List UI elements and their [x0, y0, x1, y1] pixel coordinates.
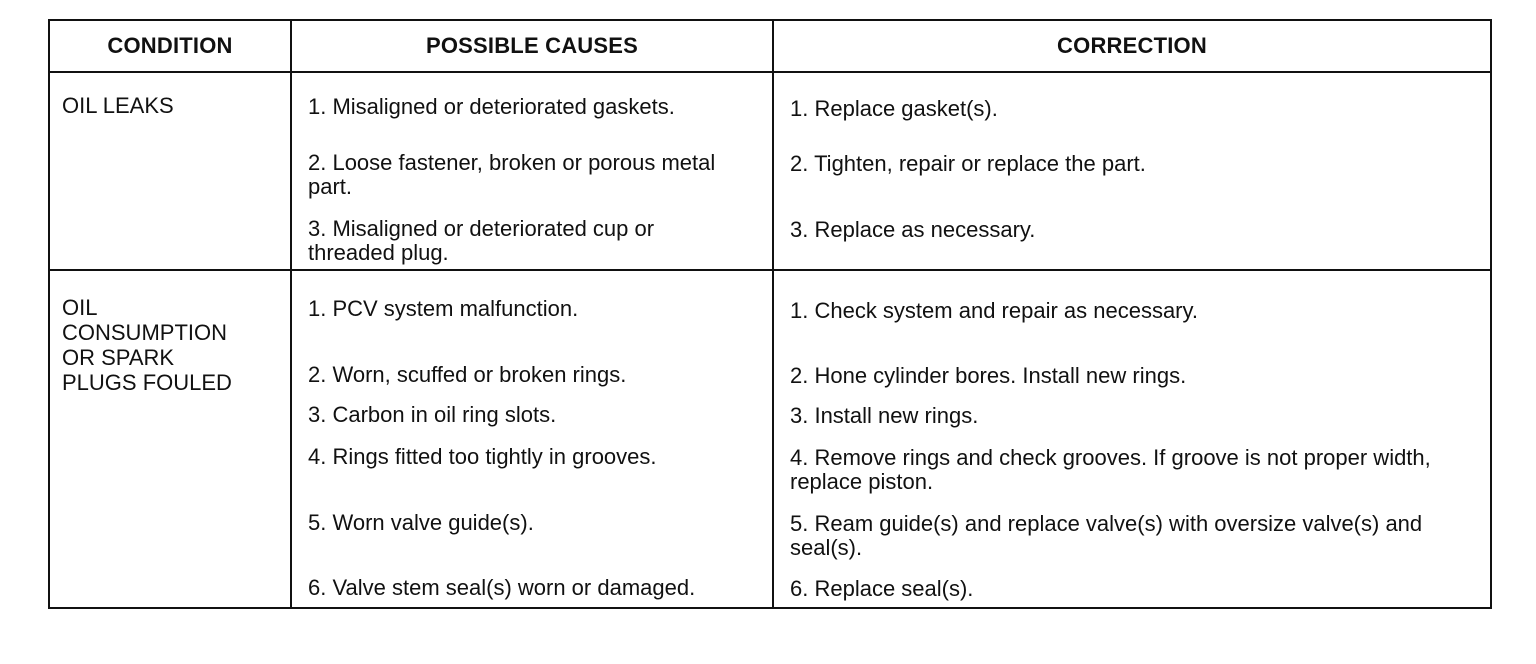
header-possible-causes: POSSIBLE CAUSES	[425, 33, 639, 58]
condition-oil-leaks: OIL LEAKS	[62, 93, 174, 118]
group-divider	[50, 269, 1490, 271]
cause-cell: 1. PCV system malfunction.	[308, 296, 579, 321]
condition-line: CONSUMPTION	[62, 320, 227, 345]
correction-cell: 3. Install new rings.	[790, 403, 979, 428]
condition-line: OR SPARK	[62, 345, 175, 370]
cause-cell: 1. Misaligned or deteriorated gaskets.	[308, 94, 675, 119]
condition-oil-consumption	[62, 295, 284, 395]
cause-cell: 4. Rings fitted too tightly in grooves.	[308, 444, 657, 469]
cause-cell: 6. Valve stem seal(s) worn or damaged.	[308, 575, 696, 600]
header-condition: CONDITION	[107, 33, 233, 58]
correction-cell: 1. Check system and repair as necessary.	[790, 298, 1198, 323]
cause-cell: 2. Worn, scuffed or broken rings.	[308, 362, 627, 387]
condition-line: PLUGS FOULED	[62, 370, 232, 395]
correction-cell: 1. Replace gasket(s).	[790, 96, 998, 121]
correction-cell: 6. Replace seal(s).	[790, 576, 974, 601]
column-divider	[772, 21, 774, 607]
correction-cell: 2. Hone cylinder bores. Install new rings.	[790, 363, 1187, 388]
header-correction: CORRECTION	[1057, 33, 1207, 58]
cause-cell: 3. Carbon in oil ring slots.	[308, 402, 557, 427]
cause-cell: 2. Loose fastener, broken or porous metal part.	[308, 150, 716, 199]
correction-cell: 5. Ream guide(s) and replace valve(s) with oversize valve(s) and seal(s).	[790, 511, 1423, 560]
cause-cell: 5. Worn valve guide(s).	[308, 510, 534, 535]
cause-cell: 3. Misaligned or deteriorated cup or threaded plug.	[308, 216, 655, 265]
diagnosis-table	[48, 19, 1492, 609]
column-divider	[290, 21, 292, 607]
correction-cell: 4. Remove rings and check grooves. If groove is not proper width, replace piston.	[790, 445, 1431, 494]
correction-cell: 3. Replace as necessary.	[790, 217, 1036, 242]
header-divider	[50, 71, 1490, 73]
correction-cell: 2. Tighten, repair or replace the part.	[790, 151, 1146, 176]
condition-line: OIL	[62, 295, 98, 320]
